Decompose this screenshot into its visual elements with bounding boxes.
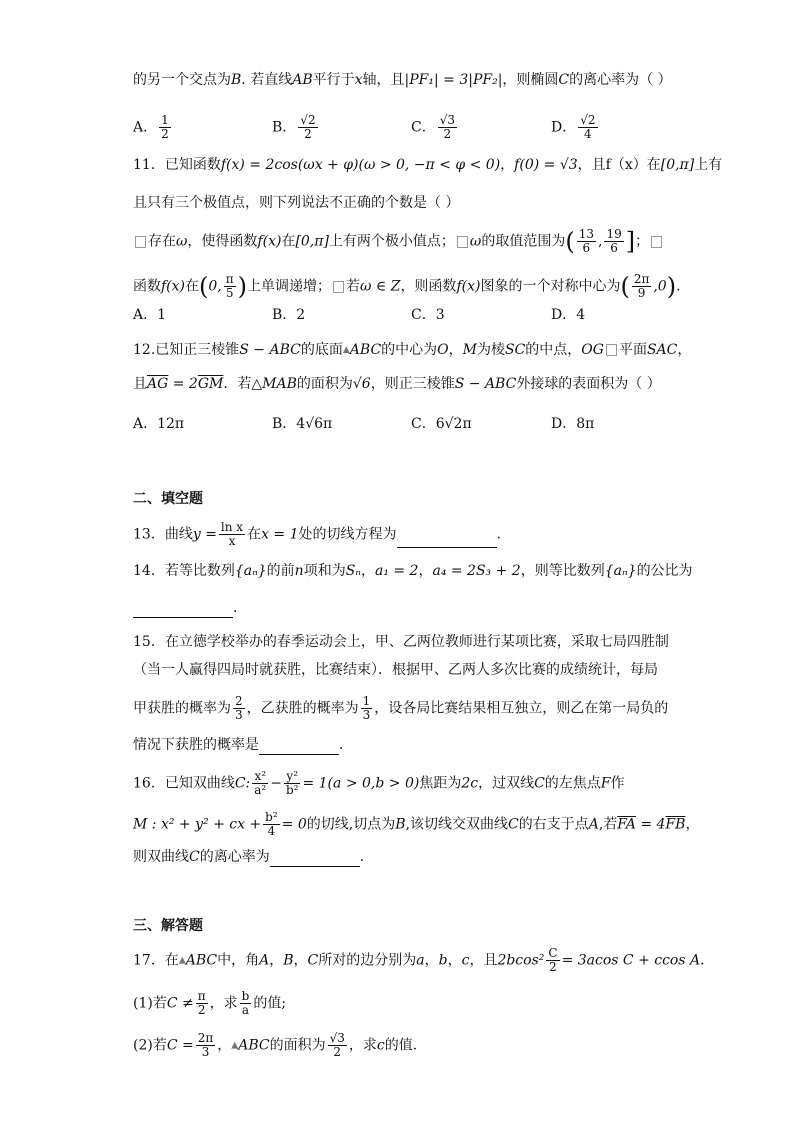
text: ，且	[577, 157, 606, 173]
text: ．	[496, 526, 511, 543]
denominator: 2	[549, 960, 557, 974]
fraction	[298, 114, 317, 141]
math: Sₙ	[345, 563, 361, 579]
denominator: 3	[235, 708, 243, 722]
option-text: B．4√6π	[272, 416, 333, 432]
numerator: √2	[300, 113, 316, 127]
text: 在	[281, 233, 296, 250]
text: 焦距为	[419, 775, 462, 792]
text: 存在	[148, 233, 176, 250]
q13-line	[133, 521, 511, 548]
fraction	[438, 114, 457, 141]
question-number: 13．	[133, 526, 165, 543]
math: O	[437, 342, 449, 358]
q10-option-c	[411, 114, 459, 141]
math: C	[307, 952, 319, 969]
text: 在立德学校举办的春季运动会上，甲、乙两位教师进行某项比赛，采取七局四胜制	[164, 634, 669, 650]
answer-blank[interactable]	[133, 603, 233, 618]
text: 的前	[266, 563, 295, 579]
math: a₄ = 2S₃ + 2	[432, 563, 521, 579]
text: 的面积为	[296, 376, 353, 392]
math: OG	[581, 342, 604, 358]
denominator: 3	[201, 1045, 210, 1059]
q15-line-1	[133, 632, 669, 652]
math: C ≠	[166, 995, 194, 1012]
math: c	[376, 1037, 385, 1054]
q16-line-3	[133, 847, 374, 867]
math: B	[283, 952, 294, 969]
text: 的值.	[384, 1037, 418, 1054]
numerator: y²	[284, 770, 301, 784]
text: 已知函数	[164, 157, 221, 173]
text: 项和为	[303, 563, 346, 579]
q10-option-d	[551, 114, 600, 141]
denominator: b²	[285, 783, 299, 797]
option-label: B．	[272, 119, 297, 136]
q16-line-2	[133, 811, 699, 838]
q15-line-3	[133, 695, 668, 722]
q14-line-1	[133, 561, 693, 581]
math: ω	[469, 233, 482, 250]
text: 平行于	[312, 72, 355, 88]
text: . 若直线	[241, 72, 293, 88]
fraction	[577, 228, 596, 255]
q17-sub-1	[133, 990, 286, 1017]
math: ABC	[185, 952, 218, 969]
math: AB	[292, 72, 313, 88]
option-text: D．4	[551, 307, 586, 323]
numerator: 2	[235, 694, 243, 708]
text: 已知正三棱锥	[155, 342, 240, 358]
fraction	[196, 990, 208, 1017]
text: 上有	[694, 157, 723, 173]
text: ，	[269, 952, 284, 969]
denominator: 6	[582, 241, 591, 255]
unknown-symbol-icon	[651, 236, 662, 248]
math: C	[189, 849, 200, 865]
text: ，	[448, 342, 463, 358]
text: ,该切线交双曲线	[405, 816, 508, 833]
unknown-symbol-icon	[333, 281, 344, 293]
numerator: ln x	[220, 520, 244, 534]
text: 在	[164, 952, 179, 969]
math: SAC	[646, 342, 678, 358]
math: c	[461, 952, 470, 969]
option-label: C．	[411, 119, 436, 136]
sub-question-label: (1)若	[133, 995, 167, 1012]
q12-option-c	[411, 414, 472, 434]
numerator: π	[197, 989, 206, 1003]
fraction	[196, 1032, 216, 1059]
text: 平面	[618, 342, 647, 358]
text: 的面积为	[269, 1037, 326, 1054]
math: A	[588, 816, 599, 833]
text: 上单调递增；	[247, 278, 332, 295]
math: x	[354, 72, 363, 88]
denominator: 5	[225, 286, 234, 300]
math: n	[294, 563, 304, 579]
text: ．若△	[223, 376, 263, 392]
numerator: x²	[252, 770, 268, 784]
answer-blank[interactable]	[259, 740, 339, 755]
text: 的中心为	[381, 342, 438, 358]
math: C =	[166, 1037, 194, 1054]
denominator: 2	[161, 127, 169, 141]
math: SC	[504, 342, 526, 358]
math: 0,	[208, 278, 222, 295]
math: 2bcos²	[497, 952, 545, 969]
numerator: √3	[329, 1031, 345, 1045]
text: 图象的一个对称中心为	[480, 278, 621, 295]
numerator: 19	[606, 227, 622, 241]
text: ．	[359, 849, 374, 865]
option-label: D．	[551, 119, 577, 136]
text: 的值;	[253, 995, 287, 1012]
text: 为棱	[476, 342, 505, 358]
math: f(x)	[161, 278, 186, 295]
section-heading-fill-in: 二、填空题	[133, 491, 203, 507]
vector: $\overline{AG}$	[147, 376, 169, 392]
text: ，求	[209, 995, 238, 1012]
denominator: 2	[443, 127, 452, 141]
denominator: 4	[584, 127, 592, 141]
math: = 0	[281, 816, 307, 833]
text: 已知双曲线	[164, 775, 235, 792]
text: f（x）在	[605, 157, 661, 173]
math-formula: f(0) = √3	[514, 157, 578, 173]
left-paren: (	[199, 272, 209, 301]
text: ,若	[598, 816, 618, 833]
math: C	[558, 72, 570, 88]
text: ，	[293, 952, 308, 969]
text: ，	[360, 563, 375, 579]
math: ABC	[238, 1037, 270, 1054]
fraction	[224, 273, 236, 300]
right-paren: )	[666, 272, 677, 301]
numerator: √3	[439, 113, 455, 127]
question-number: 15．	[133, 634, 165, 650]
text: 甲获胜的概率为	[133, 700, 231, 717]
numerator: b	[241, 989, 250, 1003]
text: ，	[217, 1037, 232, 1054]
math: = 1(a > 0,b > 0)	[302, 775, 420, 792]
text: ，则椭圆	[502, 72, 559, 88]
math: {aₙ}	[604, 563, 637, 579]
fraction	[252, 770, 268, 797]
q12-option-b	[272, 414, 332, 434]
math: MAB	[262, 376, 297, 392]
numerator: b²	[265, 810, 278, 824]
text: ．	[339, 737, 353, 753]
text: 若	[346, 278, 361, 295]
q10-option-a	[133, 114, 173, 141]
math: f(x)	[456, 278, 481, 295]
text: 的离心率为（ ）	[569, 72, 672, 88]
math: C	[507, 816, 519, 833]
math-formula: |PF₁| = 3|PF₂|	[404, 72, 503, 88]
text: 外接球的表面积为（ ）	[516, 376, 661, 392]
text: 轴，且	[362, 72, 405, 88]
unknown-symbol-icon	[606, 344, 617, 356]
text: ，	[418, 563, 433, 579]
fraction	[233, 695, 245, 722]
q12-option-a	[133, 414, 184, 434]
text: 处的切线方程为	[298, 526, 397, 543]
fraction	[328, 1032, 347, 1059]
fraction	[263, 811, 280, 838]
text: ，且	[469, 952, 498, 969]
q12-line-2	[133, 374, 661, 394]
math: = 2	[168, 376, 198, 392]
numerator: 1	[362, 694, 371, 708]
vector: $\overline{GM}$	[197, 376, 224, 392]
text: 作	[610, 775, 625, 792]
left-paren: (	[620, 272, 630, 301]
math: = 3acos C + ccos A	[561, 952, 701, 969]
answer-blank[interactable]	[397, 533, 497, 548]
q11-line-1	[133, 155, 722, 175]
text: 若等比数列	[164, 563, 235, 579]
text: 情况下获胜的概率是	[133, 737, 259, 753]
math: y =	[192, 526, 217, 543]
option-text: D．8π	[551, 416, 595, 432]
text: ，则正三棱锥	[370, 376, 455, 392]
text: ．	[233, 600, 247, 616]
option-text: C．3	[411, 307, 445, 323]
fraction	[219, 521, 245, 548]
question-number: 11．	[133, 157, 165, 173]
denominator: 6	[610, 241, 618, 255]
text: 函数	[133, 278, 161, 295]
text: ，	[424, 952, 439, 969]
denominator: 2	[197, 1003, 206, 1017]
unknown-symbol-icon	[457, 236, 468, 248]
q14-line-2	[133, 598, 247, 618]
option-text: A．1	[133, 307, 167, 323]
numerator: C	[548, 946, 558, 960]
math: B	[395, 816, 406, 833]
right-paren: )	[237, 272, 248, 301]
text: 的中点，	[525, 342, 582, 358]
q11-option-a	[133, 305, 166, 325]
text: ，则等比数列	[520, 563, 605, 579]
q11-line-4: 函数f(x)在(0, $\frac{\pi}{5}$ )上单调递增； 若ω ∈ Z，则函数f(x)图象的一个对称中心为( $\frac{2\pi}{9}$ ,0).	[133, 272, 681, 301]
text: 在	[247, 526, 262, 543]
question-number: 17．	[133, 952, 165, 969]
math: 2c	[461, 775, 479, 792]
denominator: a	[241, 1003, 250, 1017]
text: ，过双线	[478, 775, 535, 792]
text: ，求	[348, 1037, 377, 1054]
triangle-icon: ▲	[342, 345, 350, 355]
denominator: 9	[637, 286, 646, 300]
text: ，则函数	[400, 278, 457, 295]
math: ABC	[349, 342, 382, 358]
q12-option-d	[551, 414, 594, 434]
option-label: A．	[133, 119, 158, 136]
text: 的取值范围为	[481, 233, 566, 250]
math: [0,π]	[660, 157, 695, 173]
math: = 4	[635, 816, 666, 833]
math: A	[259, 952, 270, 969]
vector: $\overline{FA}$	[617, 816, 636, 833]
math: M	[462, 342, 477, 358]
text: 的另一个交点为	[133, 72, 231, 88]
q11-line-3: 存在ω，使得函数f(x)在[0,π]上有两个极小值点； ω的取值范围为( $\frac{13}{6}$ , $\frac{19}{6}$ ]；	[133, 228, 664, 255]
math: a	[416, 952, 425, 969]
text: 且只有三个极值点，则下列说法不正确的个数是（ ）	[133, 195, 460, 211]
text: 曲线	[164, 526, 193, 543]
math: C	[534, 775, 545, 792]
math: f(x)	[257, 233, 282, 250]
text: 在	[185, 278, 200, 295]
q11-option-d	[551, 305, 585, 325]
q15-line-2	[133, 660, 658, 680]
fraction	[578, 114, 597, 141]
denominator: 4	[267, 824, 276, 838]
math: x = 1	[261, 526, 299, 543]
denominator: 2	[333, 1045, 342, 1059]
left-paren: (	[565, 227, 575, 256]
fraction	[159, 114, 171, 141]
math: ω ∈ Z	[360, 278, 401, 295]
math: S − ABC	[454, 376, 517, 392]
text: 的切线,切点为	[306, 816, 396, 833]
unknown-symbol-icon	[135, 236, 146, 248]
text: 的右支于点	[518, 816, 589, 833]
text: 的公比为	[636, 563, 693, 579]
numerator: π	[225, 272, 234, 286]
math: S − ABC	[239, 342, 301, 358]
text: 则双曲线	[133, 849, 189, 865]
text: ，	[500, 157, 515, 173]
question-number: 14．	[133, 563, 165, 579]
fraction	[632, 273, 652, 300]
question-number: 16．	[133, 775, 165, 792]
fraction	[284, 770, 301, 797]
text: 上有两个极小值点；	[328, 233, 455, 250]
numerator: 1	[161, 113, 169, 127]
text: ，	[677, 342, 692, 358]
numerator: √2	[580, 113, 596, 127]
q16-line-1	[133, 770, 625, 797]
answer-blank[interactable]	[270, 852, 360, 867]
triangle-icon: ▲	[231, 1040, 239, 1051]
section-heading-solutions: 三、解答题	[133, 918, 203, 934]
text: 的左焦点	[544, 775, 601, 792]
math: a₁ = 2	[374, 563, 419, 579]
text: ．	[700, 952, 715, 969]
right-bracket: ]	[625, 227, 636, 256]
denominator: a²	[254, 783, 267, 797]
math: ,0	[653, 278, 667, 295]
math: b	[438, 952, 448, 969]
math-formula: f(x) = 2cos(ωx + φ)(ω > 0, −π < φ < 0)	[220, 157, 501, 173]
math: {aₙ}	[234, 563, 267, 579]
sub-question-label: (2)若	[133, 1037, 167, 1054]
math: F	[600, 775, 611, 792]
q17-line-1	[133, 947, 714, 974]
math: B	[231, 72, 242, 88]
text: 的底面	[300, 342, 343, 358]
denominator: 3	[362, 708, 371, 722]
q10-option-b	[272, 114, 320, 141]
numerator: 13	[578, 227, 594, 241]
math: −	[270, 775, 282, 792]
text: ，设各局比赛结果相互独立，则乙在第一局负的	[374, 700, 669, 717]
q10-text-line	[133, 70, 672, 90]
math: M : x² + y² + cx +	[133, 816, 262, 833]
fraction	[546, 947, 559, 974]
text: ，	[447, 952, 462, 969]
text: ，乙获胜的概率为	[246, 700, 359, 717]
q17-sub-2	[133, 1032, 417, 1059]
numerator: 2π	[197, 1031, 214, 1045]
text: 所对的边分别为	[318, 952, 417, 969]
q15-line-4	[133, 735, 353, 755]
option-text: B．2	[272, 307, 306, 323]
q11-line-2	[133, 193, 459, 213]
denominator: 2	[304, 127, 312, 141]
text: ，	[685, 816, 700, 833]
math: ω	[176, 233, 188, 250]
math: [0,π]	[295, 233, 329, 250]
text: 的离心率为	[199, 849, 270, 865]
question-number: 12.	[133, 342, 156, 358]
text: 且	[133, 376, 147, 392]
text: ，使得函数	[187, 233, 258, 250]
q11-option-b	[272, 305, 305, 325]
numerator: 2π	[633, 272, 650, 286]
option-text: A．12π	[133, 416, 185, 432]
q12-line-1	[133, 340, 691, 360]
math: C:	[234, 775, 251, 792]
text: 中，角	[217, 952, 260, 969]
q11-option-c	[411, 305, 445, 325]
text: （当一人赢得四局时就获胜，比赛结束）．根据甲、乙两人多次比赛的成绩统计，每局	[133, 662, 658, 678]
triangle-icon: ▲	[178, 955, 186, 966]
option-text: C．6√2π	[411, 416, 472, 432]
denominator: x	[228, 534, 236, 548]
fraction	[240, 990, 252, 1017]
vector: $\overline{FB}$	[665, 816, 686, 833]
math: √6	[352, 376, 371, 392]
fraction	[604, 228, 623, 255]
fraction	[361, 695, 373, 722]
